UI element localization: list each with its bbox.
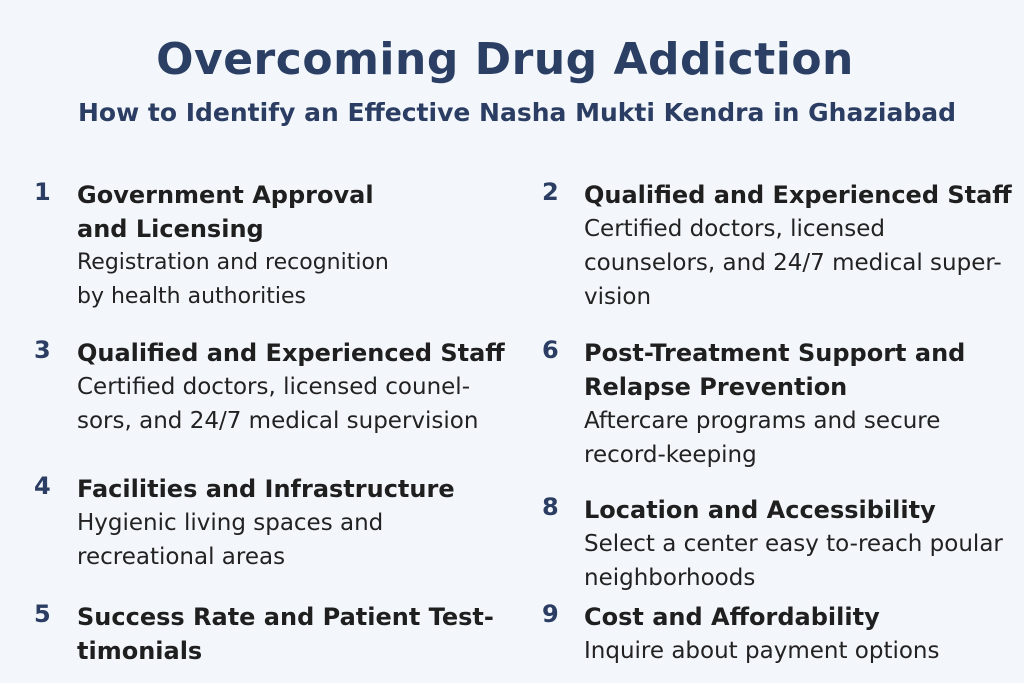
item-description: Hygienic living spaces and xyxy=(77,510,384,536)
item-description: sors, and 24/7 medical supervision xyxy=(77,408,479,434)
item-description: Aftercare programs and secure xyxy=(584,408,941,434)
item-description: Registration and recognition xyxy=(77,250,389,275)
item-number: 4 xyxy=(34,472,51,500)
item-heading: Facilities and Infrastructure xyxy=(77,475,455,503)
item-description: neighborhoods xyxy=(584,565,756,591)
item-number: 6 xyxy=(542,336,559,364)
item-heading: Qualified and Experienced Staff xyxy=(584,181,1012,209)
item-heading: Post-Treatment Support and xyxy=(584,339,966,367)
item-heading: Success Rate and Patient Test- xyxy=(77,603,494,631)
item-heading: Location and Accessibility xyxy=(584,496,936,524)
item-description: by health authorities xyxy=(77,284,306,309)
item-description: counselors, and 24/7 medical super- xyxy=(584,250,1002,276)
item-number: 1 xyxy=(34,178,51,206)
item-description: Certified doctors, licensed counel- xyxy=(77,374,470,400)
item-description: vision xyxy=(584,284,652,310)
item-number: 9 xyxy=(542,600,559,628)
item-heading: Cost and Affordability xyxy=(584,603,880,631)
item-heading: Relapse Prevention xyxy=(584,373,848,401)
item-number: 8 xyxy=(542,493,559,521)
item-description: Select a center easy to-reach poular xyxy=(584,531,1003,557)
item-number: 2 xyxy=(542,178,559,206)
item-description: Certified doctors, licensed xyxy=(584,216,885,242)
page-subtitle: How to Identify an Effective Nasha Mukti Kendra in Ghaziabad xyxy=(78,98,956,127)
page-title: Overcoming Drug Addiction xyxy=(156,34,854,85)
item-number: 5 xyxy=(34,600,51,628)
item-heading: timonials xyxy=(77,637,203,665)
item-description: Inquire about payment options xyxy=(584,638,940,664)
item-heading: Government Approval xyxy=(77,181,374,209)
item-heading: Qualified and Experienced Staff xyxy=(77,339,505,367)
item-description: record-keeping xyxy=(584,442,757,468)
item-description: recreational areas xyxy=(77,544,286,570)
item-number: 3 xyxy=(34,336,51,364)
item-heading: and Licensing xyxy=(77,215,264,243)
